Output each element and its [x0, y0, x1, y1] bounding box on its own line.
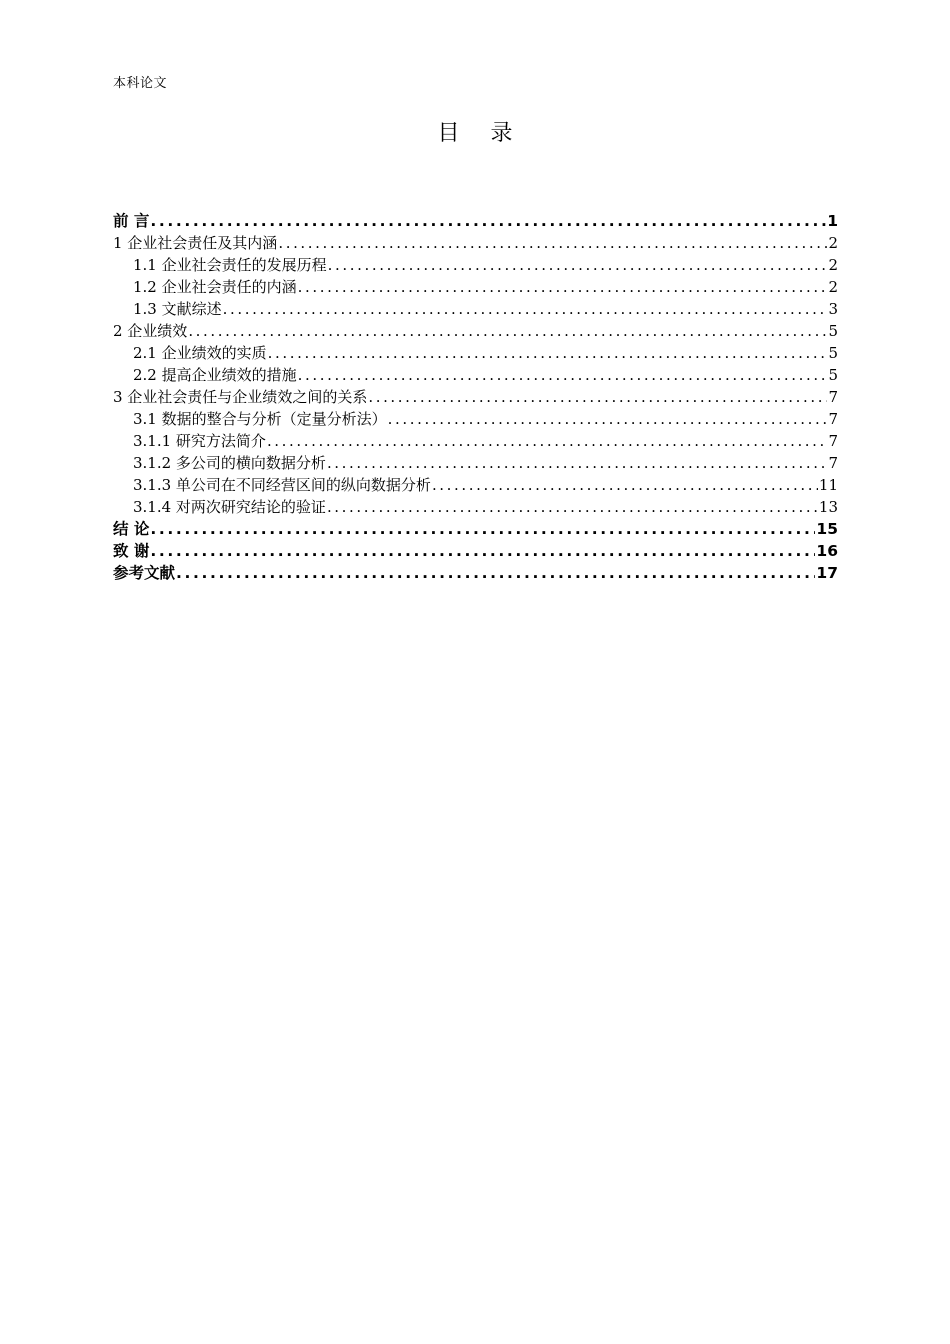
toc-entry[interactable]	[113, 496, 838, 518]
toc-entry-label: 3 企业社会责任与企业绩效之间的关系	[113, 388, 368, 406]
toc-entry[interactable]	[113, 430, 838, 452]
toc-entry[interactable]	[113, 540, 838, 562]
toc-entry-label: 1.2 企业社会责任的内涵	[133, 278, 297, 296]
toc-entry-page: 5	[828, 366, 838, 384]
toc-entry-page: 17	[816, 564, 838, 582]
toc-entry[interactable]	[113, 254, 838, 276]
toc-entry-label: 3.1.4 对两次研究结论的验证	[133, 498, 326, 516]
toc-entry-label: 3.1.1 研究方法简介	[133, 432, 266, 450]
toc-entry-label: 1 企业社会责任及其内涵	[113, 234, 278, 252]
toc-entry[interactable]	[113, 408, 838, 430]
toc-entry-label: 结 论	[113, 520, 150, 538]
toc-dot-leader	[266, 430, 828, 452]
toc-entry-page: 3	[828, 300, 838, 318]
toc-entry-page: 7	[828, 454, 838, 472]
toc-dot-leader	[149, 540, 815, 562]
toc-entry-page: 7	[828, 388, 838, 406]
toc-dot-leader	[327, 254, 828, 276]
toc-entry[interactable]	[113, 386, 838, 408]
page-title: 目 录	[437, 121, 525, 146]
toc-entry[interactable]	[113, 298, 838, 320]
toc-entry-label: 1.1 企业社会责任的发展历程	[133, 256, 327, 274]
toc-dot-leader	[431, 474, 818, 496]
toc-entry[interactable]	[113, 518, 838, 540]
toc-entry-label: 1.3 文献综述	[133, 300, 222, 318]
toc-dot-leader	[149, 518, 815, 540]
toc-entry-page: 15	[816, 520, 838, 538]
toc-entry-label: 2 企业绩效	[113, 322, 188, 340]
toc-entry-label: 3.1 数据的整合与分析（定量分析法）	[133, 410, 387, 428]
toc-dot-leader	[187, 320, 827, 342]
toc-entry-page: 1	[827, 212, 838, 230]
toc-dot-leader	[297, 276, 828, 298]
toc-entry-label: 致 谢	[113, 542, 150, 560]
toc-entry[interactable]	[113, 320, 838, 342]
table-of-contents	[113, 210, 838, 584]
toc-entry-page: 2	[828, 234, 838, 252]
toc-dot-leader	[222, 298, 828, 320]
toc-entry[interactable]	[113, 210, 838, 232]
toc-entry-page: 13	[818, 498, 838, 516]
toc-entry-label: 2.1 企业绩效的实质	[133, 344, 267, 362]
toc-entry[interactable]	[113, 232, 838, 254]
toc-entry-page: 2	[828, 256, 838, 274]
toc-entry[interactable]	[113, 276, 838, 298]
toc-entry-page: 11	[818, 476, 838, 494]
toc-dot-leader	[326, 452, 828, 474]
toc-dot-leader	[326, 496, 818, 518]
toc-entry-label: 2.2 提高企业绩效的措施	[133, 366, 297, 384]
toc-entry[interactable]	[113, 474, 838, 496]
toc-dot-leader	[297, 364, 828, 386]
toc-entry-page: 16	[816, 542, 838, 560]
toc-dot-leader	[267, 342, 828, 364]
toc-entry[interactable]	[113, 562, 838, 584]
toc-entry[interactable]	[113, 342, 838, 364]
toc-entry-label: 参考文献	[113, 564, 176, 582]
toc-dot-leader	[149, 210, 826, 232]
toc-entry-page: 5	[828, 344, 838, 362]
toc-entry-page: 7	[828, 410, 838, 428]
toc-entry-label: 3.1.2 多公司的横向数据分析	[133, 454, 326, 472]
toc-entry-label: 前 言	[113, 212, 150, 230]
toc-entry[interactable]	[113, 364, 838, 386]
toc-entry-page: 2	[828, 278, 838, 296]
toc-entry-page: 7	[828, 432, 838, 450]
toc-dot-leader	[387, 408, 828, 430]
toc-dot-leader	[277, 232, 827, 254]
toc-entry[interactable]	[113, 452, 838, 474]
toc-entry-page: 5	[828, 322, 838, 340]
toc-dot-leader	[175, 562, 815, 584]
toc-entry-label: 3.1.3 单公司在不同经营区间的纵向数据分析	[133, 476, 431, 494]
toc-dot-leader	[367, 386, 827, 408]
running-header: 本科论文	[113, 76, 168, 91]
